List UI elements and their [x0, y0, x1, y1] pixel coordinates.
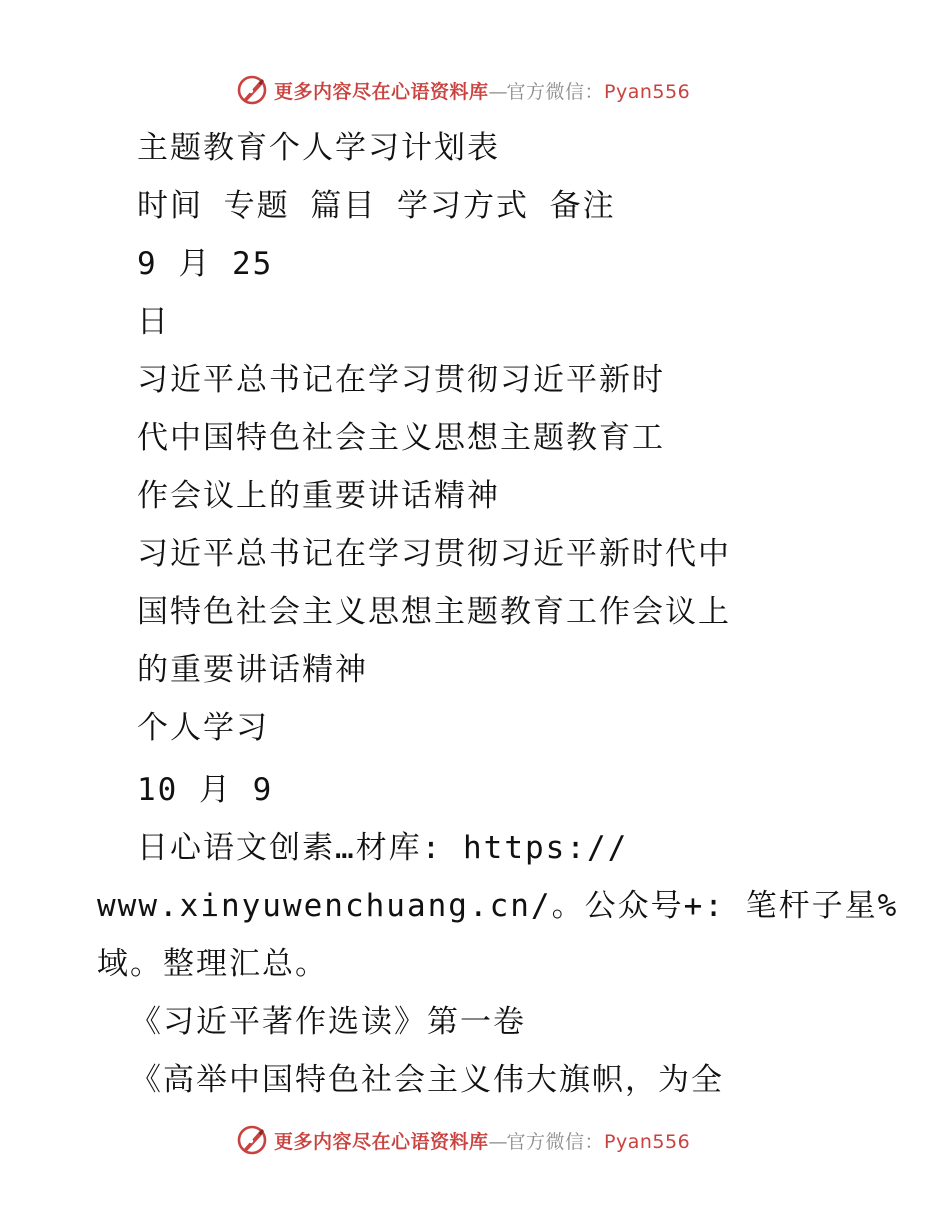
doc-line: 《习近平著作选读》第一卷	[130, 1004, 526, 1040]
banner-text	[274, 1127, 690, 1154]
banner-wechat-label: 官方微信：	[506, 80, 605, 103]
doc-line-url: www.xinyuwenchuang.cn/。公众号+: 笔杆子星%	[97, 888, 899, 924]
doc-line: 日	[137, 304, 170, 340]
banner-main-text: 更多内容尽在心语资料库	[274, 80, 489, 103]
doc-line: 日心语文创素…材库: https://	[137, 830, 629, 866]
doc-line: 习近平总书记在学习贯彻习近平新时	[137, 362, 665, 398]
doc-line: 习近平总书记在学习贯彻习近平新时代中	[137, 536, 731, 572]
doc-line: 《高举中国特色社会主义伟大旗帜，为全	[130, 1062, 724, 1098]
footer-banner	[236, 1122, 716, 1158]
doc-line: 的重要讲话精神	[137, 652, 368, 688]
doc-line: 国特色社会主义思想主题教育工作会议上	[137, 594, 731, 630]
doc-line: 10 月 9	[137, 772, 274, 808]
doc-line: 9 月 25	[137, 246, 274, 282]
doc-line: 个人学习	[137, 710, 269, 746]
banner-separator: —	[488, 1130, 507, 1153]
doc-line: 代中国特色社会主义思想主题教育工	[137, 420, 665, 456]
banner-wechat-label: 官方微信：	[506, 1130, 605, 1153]
banner-wechat-id: Pyan556	[604, 80, 691, 103]
pen-logo-icon	[236, 74, 268, 106]
table-header-line: 时间 专题 篇目 学习方式 备注	[137, 188, 616, 224]
banner-separator: —	[488, 80, 507, 103]
doc-title: 主题教育个人学习计划表	[137, 130, 500, 166]
pen-logo-icon	[236, 1124, 268, 1156]
banner-text	[274, 77, 690, 104]
header-banner	[236, 72, 716, 108]
banner-main-text: 更多内容尽在心语资料库	[274, 1130, 489, 1153]
doc-line: 域。整理汇总。	[97, 946, 328, 982]
doc-line: 作会议上的重要讲话精神	[137, 478, 500, 514]
banner-wechat-id: Pyan556	[604, 1130, 691, 1153]
